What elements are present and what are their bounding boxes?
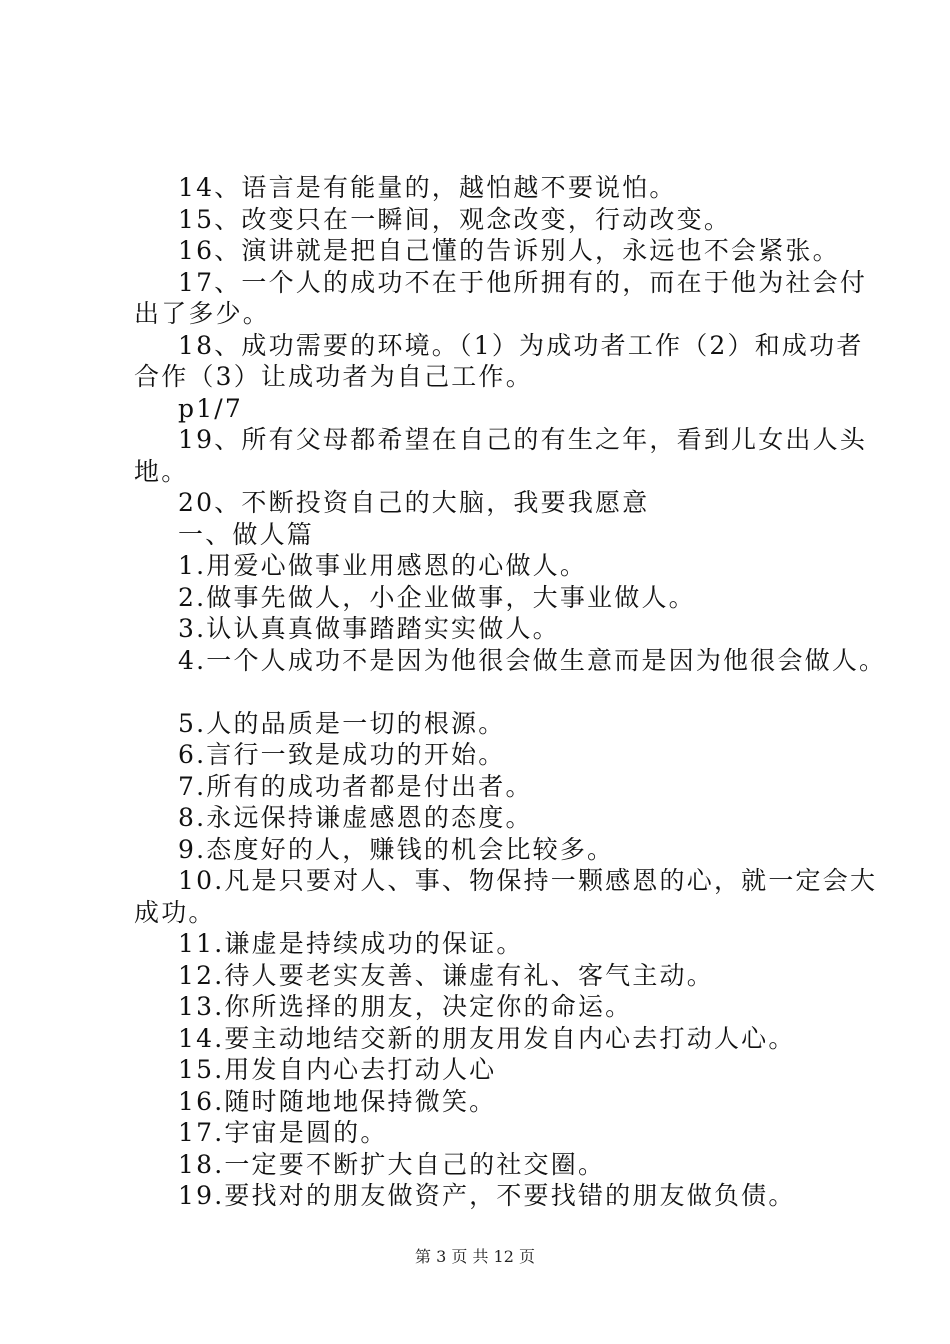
paragraph-line: 16、演讲就是把自己懂的告诉别人，永远也不会紧张。 — [178, 236, 840, 265]
paragraph-line: 17、一个人的成功不在于他所拥有的，而在于他为社会付 — [178, 267, 868, 297]
section-heading: 一、做人篇 — [178, 519, 315, 549]
paragraph-line: 20、不断投资自己的大脑，我要我愿意 — [178, 488, 650, 517]
list-item: 17.宇宙是圆的。 — [178, 1118, 388, 1147]
paragraph-line: 18、成功需要的环境。（1）为成功者工作（2）和成功者 — [178, 330, 864, 360]
list-item: 4.一个人成功不是因为他很会做生意而是因为他很会做人。 — [178, 645, 887, 675]
paragraph-line: 出了多少。 — [134, 299, 271, 328]
list-item: 15.用发自内心去打动人心 — [178, 1055, 497, 1084]
paragraph-line: 合作（3）让成功者为自己工作。 — [134, 362, 533, 391]
blank-line — [134, 676, 834, 708]
page-number-footer: 第 3 页 共 12 页 — [415, 1247, 535, 1266]
list-item: 1.用爱心做事业用感恩的心做人。 — [178, 551, 588, 580]
paragraph-line: 14、语言是有能量的，越怕越不要说怕。 — [178, 173, 677, 202]
list-item: 19.要找对的朋友做资产，不要找错的朋友做负债。 — [178, 1181, 796, 1210]
list-item-continuation: 成功。 — [134, 897, 216, 927]
list-item: 18.一定要不断扩大自己的社交圈。 — [178, 1149, 606, 1179]
paragraph-line: 地。 — [134, 456, 189, 486]
list-item: 8.永远保持谦虚感恩的态度。 — [178, 803, 533, 832]
list-item: 5.人的品质是一切的根源。 — [178, 708, 506, 738]
list-item: 9.态度好的人，赚钱的机会比较多。 — [178, 834, 615, 864]
list-item: 3.认认真真做事踏踏实实做人。 — [178, 614, 560, 643]
list-item: 12.待人要老实友善、谦虚有礼、客气主动。 — [178, 960, 714, 990]
list-item: 10.凡是只要对人、事、物保持一颗感恩的心，就一定会大 — [178, 866, 878, 895]
list-item: 2.做事先做人，小企业做事，大事业做人。 — [178, 582, 696, 612]
paragraph-line: 15、改变只在一瞬间，观念改变，行动改变。 — [178, 204, 732, 234]
list-item: 6.言行一致是成功的开始。 — [178, 740, 506, 769]
list-item: 11.谦虚是持续成功的保证。 — [178, 929, 524, 958]
page-marker-text: p1/7 — [178, 393, 244, 423]
list-item: 14.要主动地结交新的朋友用发自内心去打动人心。 — [178, 1023, 796, 1053]
document-body — [134, 172, 887, 1212]
list-item: 7.所有的成功者都是付出者。 — [178, 771, 533, 801]
list-item: 16.随时随地地保持微笑。 — [178, 1086, 497, 1116]
paragraph-line: 19、所有父母都希望在自己的有生之年，看到儿女出人头 — [178, 425, 868, 454]
list-item: 13.你所选择的朋友，决定你的命运。 — [178, 992, 633, 1021]
